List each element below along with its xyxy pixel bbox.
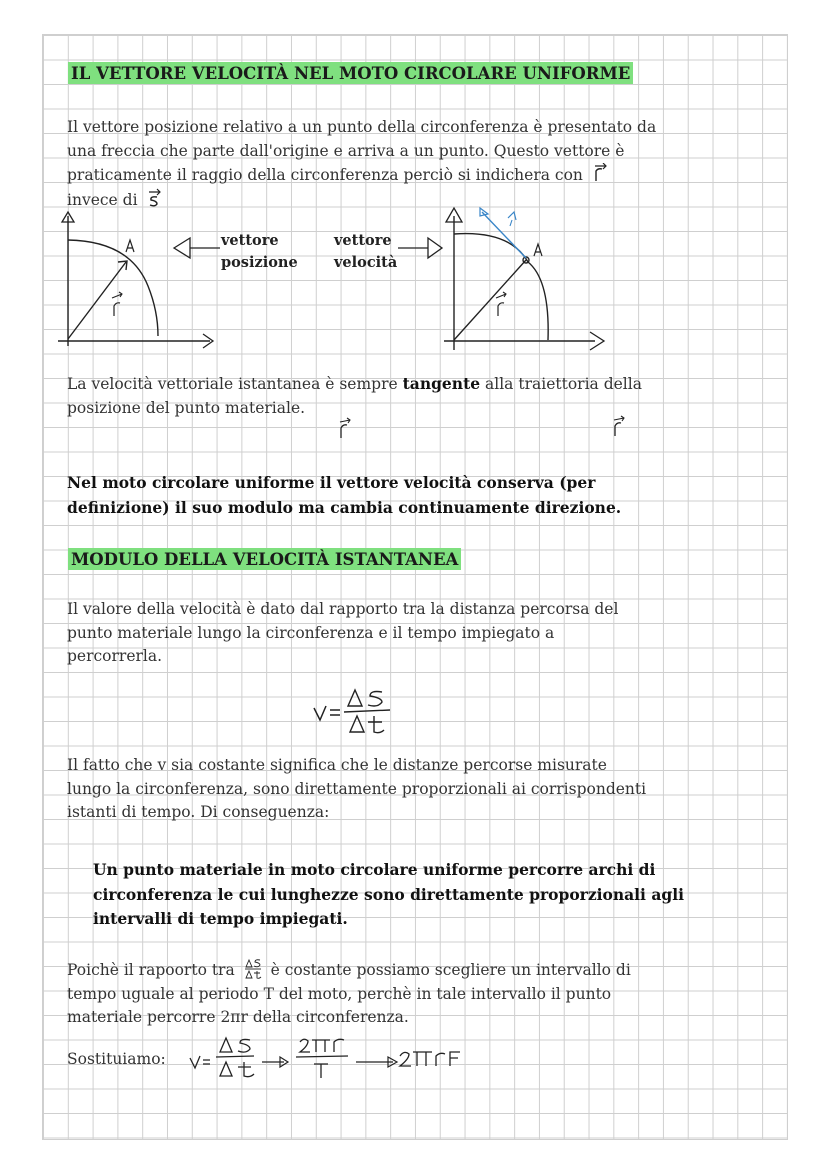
label-position-vector: vettore posizione <box>221 232 298 271</box>
text-line: Il fatto che v sia costante significa che le distanze percorse misurate <box>67 756 607 774</box>
position-vector-diagram <box>50 206 220 356</box>
paragraph-period <box>67 958 767 1030</box>
text-line: materiale percorre 2πr della circonferenza. <box>67 1008 409 1026</box>
text-line: Poichè il rapoorto tra è costante possiamo scegliere un intervallo di <box>67 958 767 983</box>
paragraph-position-vector <box>67 116 767 212</box>
statement-proportional-arcs <box>93 858 684 932</box>
text-line: Il vettore posizione relativo a un punto della circonferenza è presentato da <box>67 118 657 136</box>
text-line: definizione) il suo modulo ma cambia continuamente direzione. <box>67 497 622 517</box>
small-ratio-symbol <box>243 958 263 980</box>
text-line: posizione del punto materiale. <box>67 398 306 417</box>
velocity-vector-diagram <box>430 200 610 356</box>
paragraph-speed-definition <box>67 598 767 669</box>
left-arrow-icon <box>172 236 222 260</box>
handwritten-vector-mark <box>610 416 630 438</box>
text-line: La velocità vettoriale istantanea è sempre tangente alla traiettoria della <box>67 374 642 393</box>
text-line: praticamente il raggio della circonferenza perciò si indichera con <box>67 163 767 188</box>
s-vector-symbol <box>146 188 164 208</box>
speed-formula-handwritten <box>310 686 400 738</box>
text-line: Nel moto circolare uniforme il vettore velocità conserva (per <box>67 473 596 492</box>
substitution-formula-handwritten <box>188 1032 478 1080</box>
text-line: tempo uguale al periodo T del moto, perchè in tale intervallo il punto <box>67 984 612 1003</box>
text-line: punto materiale lungo la circonferenza e il tempo impiegato a <box>67 623 555 642</box>
text-line: invece di <box>67 188 767 213</box>
section-heading-velocity-vector: IL VETTORE VELOCITÀ NEL MOTO CIRCOLARE UNIFORME <box>68 62 633 84</box>
text-line: una freccia che parte dall'origine e arriva a un punto. Questo vettore è <box>67 141 625 160</box>
text-line: circonferenza le cui lunghezze sono direttamente proporzionali agli <box>93 884 684 904</box>
statement-uniform-motion <box>67 471 621 520</box>
text-line: lungo la circonferenza, sono direttamente proporzionali ai corrispondenti <box>67 779 647 798</box>
text-line: Il valore della velocità è dato dal rapporto tra la distanza percorsa del <box>67 600 619 618</box>
paragraph-tangent <box>67 372 767 420</box>
section-heading-instant-speed: MODULO DELLA VELOCITÀ ISTANTANEA <box>68 548 461 570</box>
r-vector-symbol <box>592 163 610 183</box>
text-line: Un punto materiale in moto circolare uniforme percorre archi di <box>93 860 656 879</box>
handwritten-vector-mark <box>336 418 356 440</box>
text-line: istanti di tempo. Di conseguenza: <box>67 803 330 821</box>
label-velocity-vector: vettore velocità <box>334 232 398 271</box>
paragraph-constant-speed <box>67 754 767 825</box>
substitute-label: Sostituiamo: <box>67 1050 166 1068</box>
text-line: intervalli di tempo impiegati. <box>93 909 348 928</box>
text-line: percorrerla. <box>67 647 163 665</box>
keyword-tangent: tangente <box>402 374 481 393</box>
